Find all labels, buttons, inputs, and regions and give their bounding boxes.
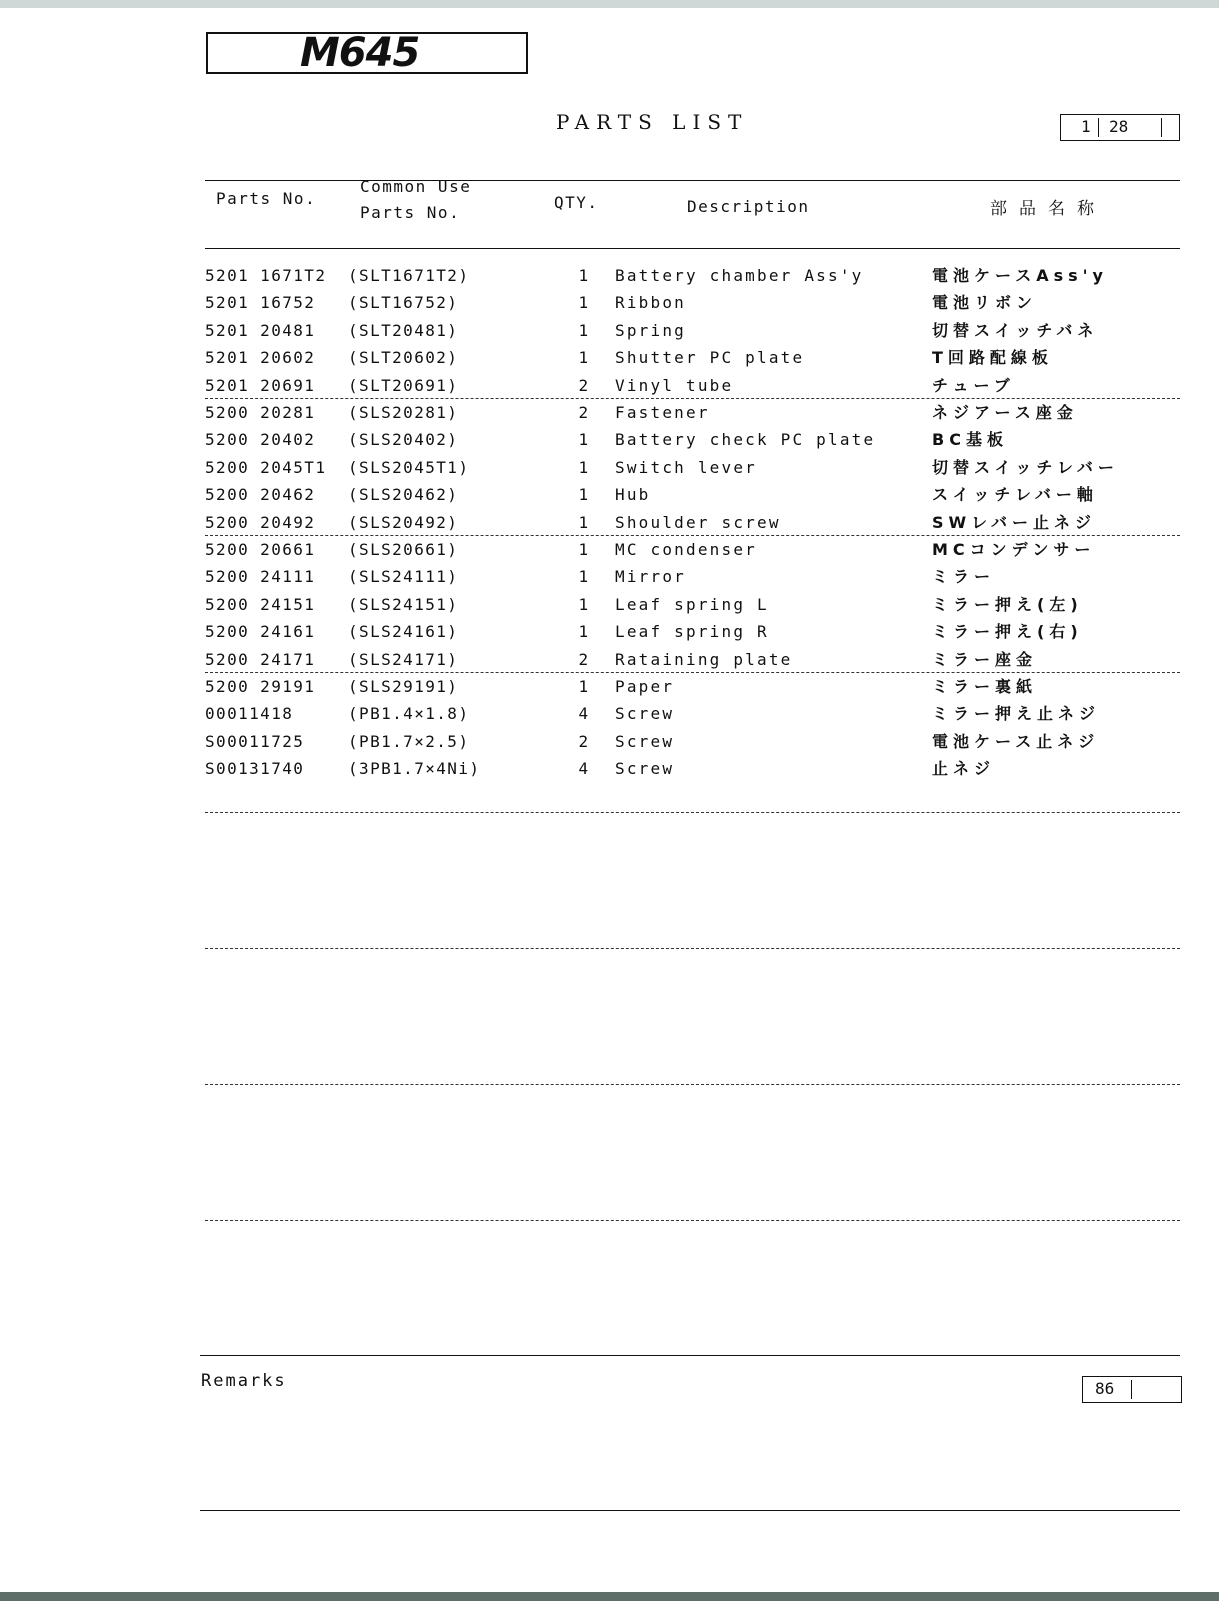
model-box [206, 32, 528, 74]
description-cell: Screw [615, 704, 675, 724]
footer-rule [200, 1510, 1180, 1511]
japanese-name-cell: ミラー押え(左) [932, 594, 1083, 614]
header-top-rule [205, 180, 1180, 181]
qty-cell: 2 [578, 731, 590, 751]
qty-cell: 1 [578, 485, 590, 505]
table-row [0, 426, 1219, 453]
common-use-cell: (SLS24111) [348, 567, 459, 587]
table-row [0, 673, 1219, 700]
qty-cell: 2 [578, 649, 590, 669]
japanese-name-cell: チューブ [932, 375, 1015, 395]
description-cell: Shutter PC plate [615, 348, 805, 368]
description-cell: Vinyl tube [615, 375, 734, 395]
header-bottom-rule [205, 248, 1180, 249]
description-cell: Spring [615, 320, 686, 340]
qty-cell: 1 [578, 512, 590, 532]
remarks-label: Remarks [201, 1371, 287, 1391]
header-parts-no: Parts No. [216, 189, 317, 208]
description-cell: Rataining plate [615, 649, 793, 669]
scan-top-edge [0, 0, 1219, 8]
common-use-cell: (PB1.4×1.8) [348, 704, 470, 724]
japanese-name-cell: スイッチレバー軸 [932, 485, 1098, 505]
qty-cell: 1 [578, 677, 590, 696]
page-number: 86 [1095, 1379, 1115, 1398]
common-use-cell: (SLT20691) [348, 375, 459, 395]
parts-no-cell: 5201 20481 [205, 320, 316, 340]
header-common-use: Common Use Parts No. [360, 177, 472, 222]
japanese-name-cell: 止ネジ [932, 759, 996, 779]
description-cell: Leaf spring R [615, 622, 769, 642]
parts-no-cell: 5200 20492 [205, 512, 316, 532]
blank-row-divider [205, 812, 1180, 813]
qty-cell: 4 [578, 759, 590, 779]
table-row [0, 317, 1219, 344]
qty-cell: 1 [578, 320, 590, 340]
parts-no-cell: 5200 2045T1 [205, 457, 327, 477]
description-cell: Battery chamber Ass'y [615, 266, 864, 285]
common-use-cell: (SLS2045T1) [348, 457, 470, 477]
parts-no-cell: 5200 29191 [205, 677, 316, 696]
qty-cell: 1 [578, 540, 590, 559]
qty-cell: 1 [578, 430, 590, 450]
parts-no-cell: 5201 20602 [205, 348, 316, 368]
common-use-cell: (SLS24161) [348, 622, 459, 642]
common-use-cell: (SLS20281) [348, 403, 459, 422]
table-row [0, 372, 1219, 399]
description-cell: Ribbon [615, 293, 686, 313]
description-cell: Shoulder screw [615, 512, 781, 532]
qty-cell: 1 [578, 594, 590, 614]
qty-cell: 1 [578, 293, 590, 313]
japanese-name-cell: MCコンデンサー [932, 540, 1096, 559]
table-row [0, 591, 1219, 618]
parts-no-cell: 5201 16752 [205, 293, 316, 313]
qty-cell: 2 [578, 375, 590, 395]
parts-no-cell: 5200 20281 [205, 403, 316, 422]
japanese-name-cell: ミラー座金 [932, 649, 1038, 669]
table-row [0, 262, 1219, 289]
description-cell: Hub [615, 485, 651, 505]
blank-row-divider [205, 1220, 1180, 1221]
page-reference-box [1060, 114, 1180, 141]
common-use-cell: (SLT16752) [348, 293, 459, 313]
parts-no-cell: 5201 1671T2 [205, 266, 327, 285]
common-use-cell: (SLS20492) [348, 512, 459, 532]
parts-no-cell: 5201 20691 [205, 375, 316, 395]
description-cell: Paper [615, 677, 675, 696]
common-use-cell: (SLS20402) [348, 430, 459, 450]
table-row [0, 563, 1219, 590]
description-cell: Screw [615, 759, 675, 779]
page-reference-left: 1 [1081, 117, 1091, 136]
header-description: Description [687, 197, 810, 216]
scan-bottom-edge [0, 1592, 1219, 1601]
parts-no-cell: 5200 24161 [205, 622, 316, 642]
common-use-cell: (PB1.7×2.5) [348, 731, 470, 751]
japanese-name-cell: 電池ケースAss'y [932, 266, 1108, 285]
parts-no-cell: S00131740 [205, 759, 305, 779]
description-cell: Switch lever [615, 457, 757, 477]
table-row [0, 536, 1219, 563]
common-use-cell: (3PB1.7×4Ni) [348, 759, 481, 779]
common-use-cell: (SLT20602) [348, 348, 459, 368]
page-reference-right: 28 [1109, 117, 1129, 136]
japanese-name-cell: SWレバー止ネジ [932, 512, 1097, 532]
qty-cell: 2 [578, 403, 590, 422]
parts-no-cell: 5200 24111 [205, 567, 316, 587]
table-row [0, 454, 1219, 481]
remarks-top-rule [200, 1355, 1180, 1356]
table-row [0, 646, 1219, 673]
model-number: M645 [300, 30, 420, 76]
table-row [0, 399, 1219, 426]
qty-cell: 4 [578, 704, 590, 724]
parts-no-cell: 5200 20462 [205, 485, 316, 505]
japanese-name-cell: 切替スイッチバネ [932, 320, 1099, 340]
parts-no-cell: 5200 20402 [205, 430, 316, 450]
table-row [0, 344, 1219, 371]
table-row [0, 728, 1219, 755]
table-row [0, 618, 1219, 645]
table-row [0, 509, 1219, 536]
common-use-cell: (SLT20481) [348, 320, 459, 340]
qty-cell: 1 [578, 266, 590, 285]
japanese-name-cell: ミラー押え止ネジ [932, 704, 1101, 724]
japanese-name-cell: T回路配線板 [932, 348, 1053, 368]
table-row [0, 481, 1219, 508]
blank-row-divider [205, 948, 1180, 949]
japanese-name-cell: 電池リボン [932, 293, 1038, 313]
common-use-cell: (SLS20661) [348, 540, 459, 559]
qty-cell: 1 [578, 567, 590, 587]
common-use-cell: (SLT1671T2) [348, 266, 470, 285]
page-title: PARTS LIST [556, 110, 749, 134]
parts-no-cell: 5200 24151 [205, 594, 316, 614]
description-cell: Leaf spring L [615, 594, 769, 614]
description-cell: MC condenser [615, 540, 757, 559]
japanese-name-cell: ミラー押え(右) [932, 622, 1083, 642]
header-qty: QTY. [554, 193, 599, 212]
japanese-name-cell: ミラー [932, 567, 996, 587]
table-row [0, 700, 1219, 727]
table-row [0, 289, 1219, 316]
blank-row-divider [205, 1084, 1180, 1085]
common-use-cell: (SLS24151) [348, 594, 459, 614]
parts-no-cell: 00011418 [205, 704, 294, 724]
common-use-cell: (SLS20462) [348, 485, 459, 505]
qty-cell: 1 [578, 622, 590, 642]
common-use-cell: (SLS29191) [348, 677, 459, 696]
japanese-name-cell: ネジアース座金 [932, 403, 1078, 422]
qty-cell: 1 [578, 348, 590, 368]
header-japanese-name: 部品名称 [990, 199, 1106, 219]
parts-no-cell: S00011725 [205, 731, 305, 751]
japanese-name-cell: 切替スイッチレバー [932, 457, 1119, 477]
japanese-name-cell: ミラー裏紙 [932, 677, 1038, 696]
parts-no-cell: 5200 20661 [205, 540, 316, 559]
description-cell: Screw [615, 731, 675, 751]
common-use-cell: (SLS24171) [348, 649, 459, 669]
description-cell: Battery check PC plate [615, 430, 876, 450]
japanese-name-cell: BC基板 [932, 430, 1008, 450]
description-cell: Mirror [615, 567, 686, 587]
parts-no-cell: 5200 24171 [205, 649, 316, 669]
page-number-box [1082, 1376, 1182, 1403]
japanese-name-cell: 電池ケース止ネジ [932, 731, 1100, 751]
description-cell: Fastener [615, 403, 710, 422]
qty-cell: 1 [578, 457, 590, 477]
table-row [0, 755, 1219, 782]
